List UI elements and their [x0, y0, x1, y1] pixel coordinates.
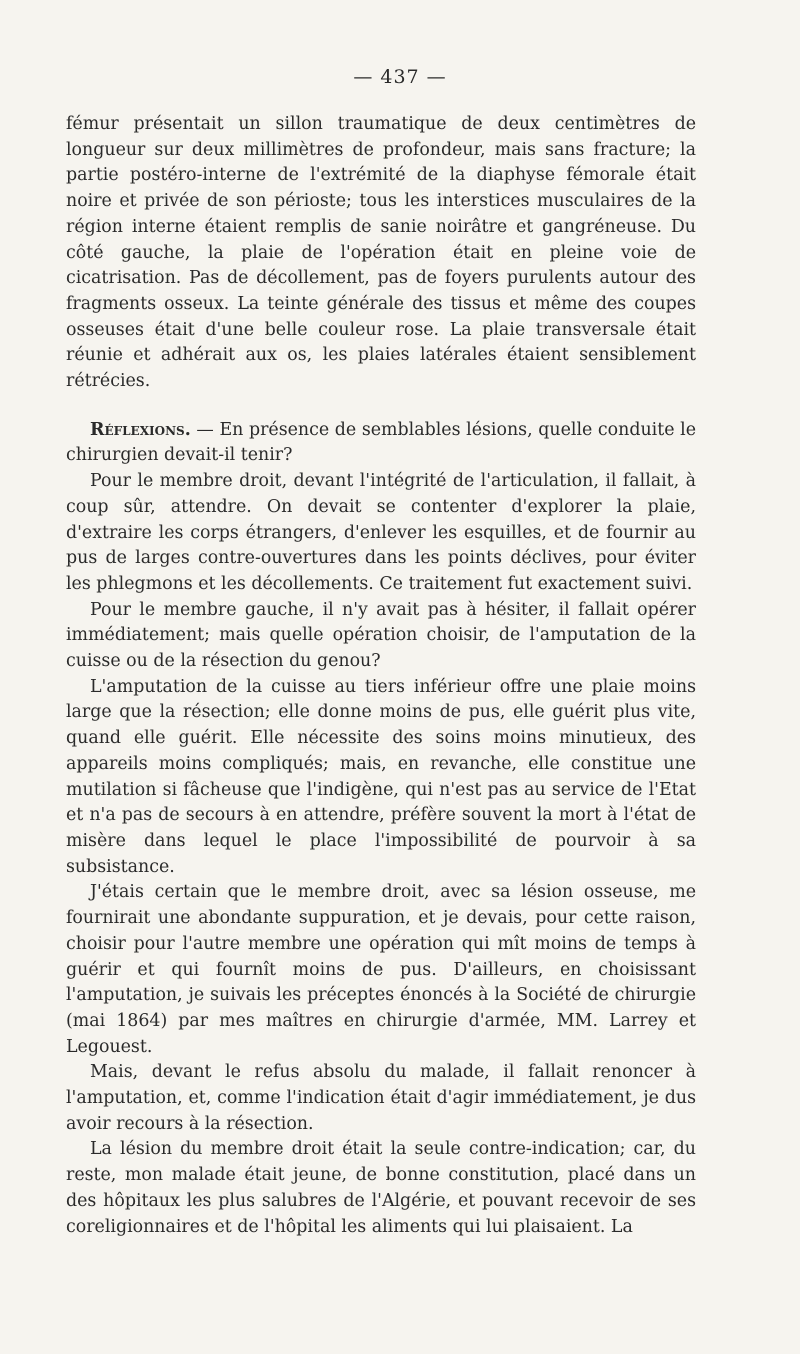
page-number: — 437 — — [353, 66, 447, 88]
paragraph-3: Pour le membre droit, devant l'intégrité de l'articulation, il fallait, à coup sûr, attendre. On devait se contenter d'explorer la plaie, d'extraire les corps étrangers, d'enlever les esquilles, et de fournir au pus de larges contre-ouvertures dans les points déclives, pour éviter les phlegmons et les décollements. Ce traitement fut exactement suivi. — [66, 471, 696, 594]
paragraph-1: fémur présentait un sillon traumatique de deux centimètres de longueur sur deux millimètres de profondeur, mais sans fracture; la partie postéro-interne de l'extrémité de la diaphyse fémorale était noire et privée de son périoste; tous les interstices musculaires de la région interne étaient remplis de sanie noirâtre et gangréneuse. Du côté gauche, la plaie de l'opération était en pleine voie de cicatrisation. Pas de décollement, pas de foyers purulents autour des fragments osseux. La teinte générale des tissus et même des coupes osseuses était d'une belle couleur rose. La plaie transversale était réunie et adhérait aux os, les plaies latérales étaient sensiblement rétrécies. — [66, 114, 696, 392]
paragraph-4: Pour le membre gauche, il n'y avait pas à hésiter, il fallait opérer immédiatement; mais quelle opération choisir, de l'amputation de la cuisse ou de la résection du genou? — [66, 599, 696, 672]
paragraph-7: Mais, devant le refus absolu du malade, il fallait renoncer à l'amputation, et, comme l'indication était d'agir immédiatement, je dus avoir recours à la résection. — [66, 1062, 696, 1134]
paragraph-reflexions — [66, 418, 696, 469]
paragraph-6: J'étais certain que le membre droit, avec sa lésion osseuse, me fournirait une abondante suppuration, et je devais, pour cette raison, choisir pour l'autre membre une opération qui mît moins de temps à guérir et qui fournît moins de pus. D'ailleurs, en choisissant l'amputation, je suivais les préceptes énoncés à la Société de chirurgie (mai 1864) par mes maîtres en chirurgie d'armée, MM. Larrey et Legouest. — [66, 882, 696, 1057]
paragraph-5: L'amputation de la cuisse au tiers inférieur offre une plaie moins large que la résection; elle donne moins de pus, elle guérit plus vite, quand elle guérit. Elle nécessite des soins moins minutieux, des appareils moins compliqués; mais, en revanche, elle constitue une mutilation si fâcheuse que l'indigène, qui n'est pas au service de l'Etat et n'a pas de secours à en attendre, préfère souvent la mort à l'état de misère dans lequel le place l'impossibilité de pourvoir à sa subsistance. — [66, 676, 696, 877]
reflexions-label: Réflexions. — [90, 419, 191, 440]
body-text — [66, 112, 696, 1240]
reflexions-text: — En présence de semblables lésions, quelle conduite le chirurgien devait-il tenir? — [66, 419, 696, 466]
paragraph-8: La lésion du membre droit était la seule contre-indication; car, du reste, mon malade était jeune, de bonne constitution, placé dans un des hôpitaux les plus salubres de l'Algérie, et pouvant recevoir de ses coreligionnaires et de l'hôpital les aliments qui lui plaisaient. La — [66, 1139, 696, 1237]
